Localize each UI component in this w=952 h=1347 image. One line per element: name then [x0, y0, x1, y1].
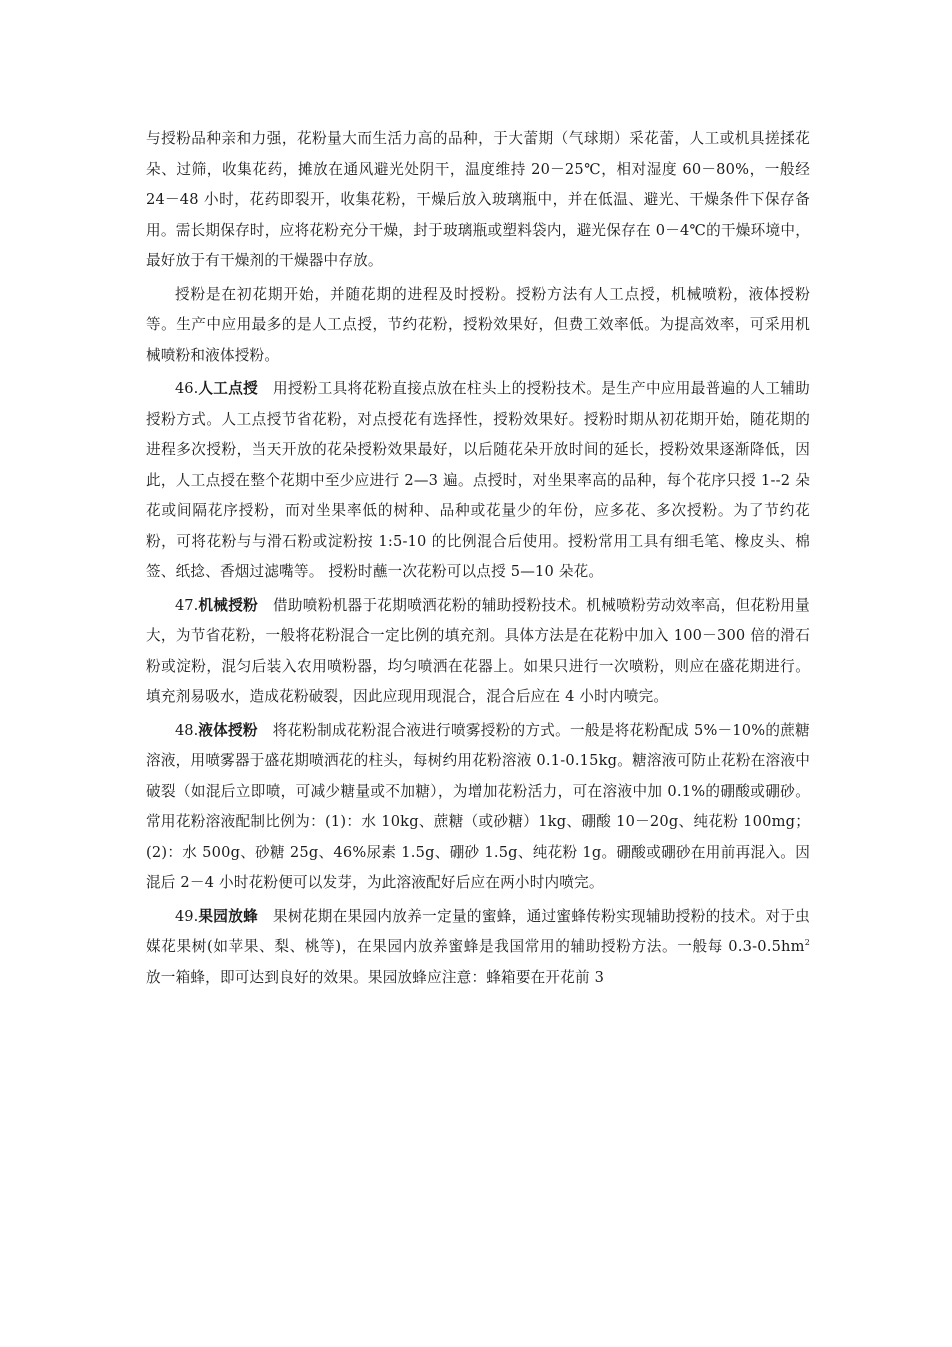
paragraph-pollen-collection: 与授粉品种亲和力强，花粉量大而生活力高的品种，于大蕾期（气球期）采花蕾，人工或机具搓揉花朵、过筛，收集花药，摊放在通风避光处阴干，温度维持 20－25℃，相对湿度 60－80%，一般经 24－48 小时，花药即裂开，收集花粉，干燥后放入玻璃瓶中，并在低温、避光、干燥条件下保存备用。需长期保存时，应将花粉充分干燥，封于玻璃瓶或塑料袋内，避光保存在 0－4℃的干燥环境中，最好放于有干燥剂的干燥器中存放。: [146, 130, 810, 269]
section-47-mechanical-pollination: [146, 591, 810, 713]
section-term: 机械授粉: [198, 596, 259, 614]
superscript: 2: [804, 938, 810, 948]
section-body: 用授粉工具将花粉直接点放在柱头上的授粉技术。是生产中应用最普遍的人工辅助授粉方式。人工点授节省花粉，对点授花有选择性，授粉效果好。授粉时期从初花期开始，随花期的进程多次授粉，当天开放的花朵授粉效果最好，以后随花朵开放时间的延长，授粉效果逐渐降低，因此，人工点授在整个花期中至少应进行 2—3 遍。点授时，对坐果率高的品种，每个花序只授 1--2 朵花或间隔花序授粉，而对坐果率低的树种、品种或花量少的年份，应多花、多次授粉。为了节约花粉，可将花粉与与滑石粉或淀粉按 1:5-10 的比例混合后使用。授粉常用工具有细毛笔、橡皮头、棉签、纸捻、香烟过滤嘴等。 授粉时蘸一次花粉可以点授 5—10 朵花。: [146, 380, 810, 580]
section-body: 借助喷粉机器于花期喷洒花粉的辅助授粉技术。机械喷粉劳动效率高，但花粉用量大，为节省花粉，一般将花粉混合一定比例的填充剂。具体方法是在花粉中加入 100－300 倍的滑石粉或淀粉，混匀后装入农用喷粉器，均匀喷洒在花器上。如果只进行一次喷粉，则应在盛花期进行。填充剂易吸水，造成花粉破裂，因此应现用现混合，混合后应在 4 小时内喷完。: [146, 596, 810, 705]
section-term: 人工点授: [198, 380, 259, 397]
section-number: 48.: [175, 721, 199, 739]
paragraph-pollination-methods: 授粉是在初花期开始，并随花期的进程及时授粉。授粉方法有人工点授，机械喷粉，液体授粉等。生产中应用最多的是人工点授，节约花粉，授粉效果好，但费工效率低。为提高效率，可采用机械喷粉和液体授粉。: [146, 285, 810, 364]
section-number: 46.: [175, 380, 199, 397]
document-page: [146, 124, 810, 996]
section-number: 49.: [175, 907, 199, 925]
section-46-manual-pollination: [146, 374, 810, 588]
section-number: 47.: [175, 596, 199, 614]
section-body: 将花粉制成花粉混合液进行喷雾授粉的方式。一般是将花粉配成 5%－10%的蔗糖溶液，用喷雾器于盛花期喷洒花的柱头，每树约用花粉溶液 0.1-0.15kg。糖溶液可防止花粉在溶液中破裂（如混后立即喷，可减少糖量或不加糖），为增加花粉活力，可在溶液中加 0.1%的硼酸或硼砂。常用花粉溶液配制比例为：(1)：水 10kg、蔗糖（或砂糖）1kg、硼酸 10－20g、纯花粉 100mg；(2)：水 500g、砂糖 25g、46%尿素 1.5g、硼砂 1.5g、纯花粉 1g。硼酸或硼砂在用前再混入。因混后 2－4 小时花粉便可以发芽，为此溶液配好后应在两小时内喷完。: [146, 721, 810, 891]
section-term: 液体授粉: [198, 721, 258, 739]
section-49-orchard-bees: [146, 902, 810, 994]
section-48-liquid-pollination: [146, 716, 810, 899]
section-body-continued: 放一箱蜂，即可达到良好的效果。果园放蜂应注意：蜂箱要在开花前 3: [146, 968, 605, 986]
section-term: 果园放蜂: [198, 907, 259, 925]
section-body: 果树花期在果园内放养一定量的蜜蜂，通过蜜蜂传粉实现辅助授粉的技术。对于虫媒花果树(如苹果、梨、桃等)，在果园内放养蜜蜂是我国常用的辅助授粉方法。一般每 0.3-0.5hm: [146, 907, 810, 955]
